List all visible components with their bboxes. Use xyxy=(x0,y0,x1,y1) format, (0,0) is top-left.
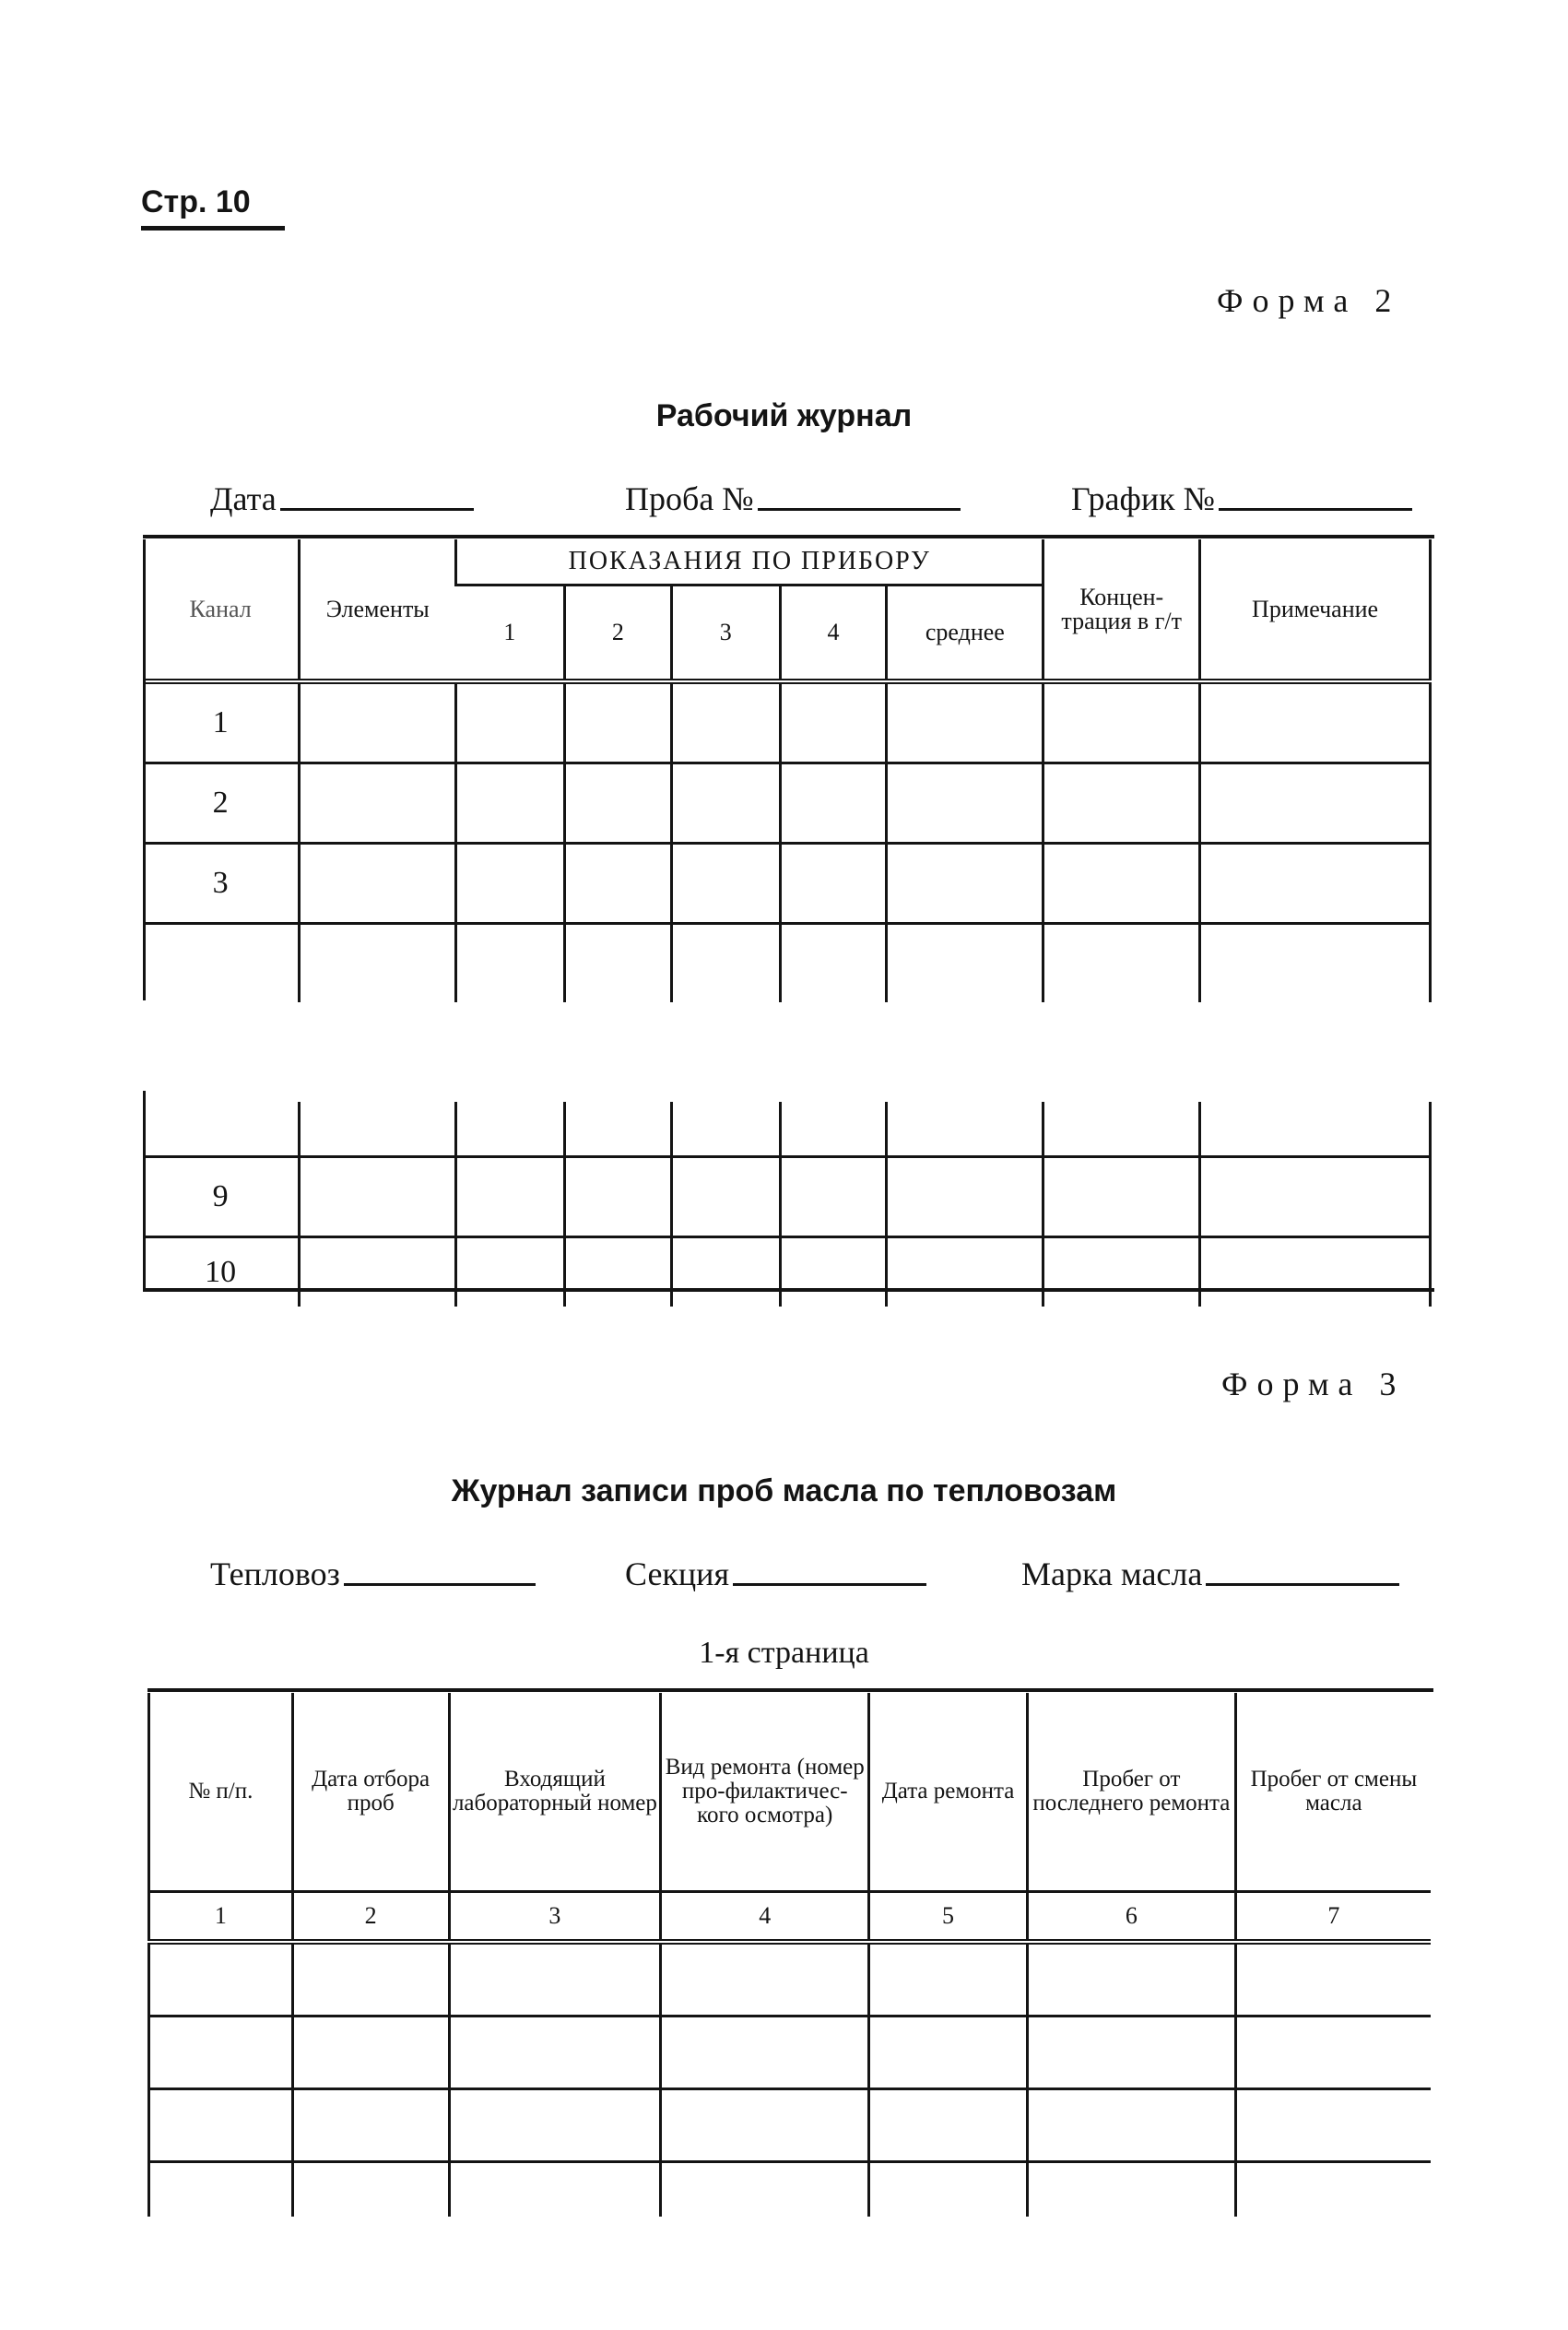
page-number: Стр. 10 xyxy=(141,184,285,231)
row-channel: 9 xyxy=(143,1157,300,1237)
col-lab-number-header: Входящий лабораторный номер xyxy=(449,1693,661,1892)
form3-loco-field[interactable] xyxy=(210,1555,536,1593)
col-mileage-repair-header: Пробег от последнего ремонта xyxy=(1027,1693,1235,1892)
table-row-open xyxy=(143,1102,1431,1157)
table-row-open xyxy=(149,2162,1432,2218)
form2-date-field[interactable] xyxy=(210,479,474,518)
loco-label: Тепловоз xyxy=(210,1555,340,1592)
form2-table xyxy=(143,539,1432,1307)
form2-table-bottom-rule xyxy=(143,1288,1434,1292)
table-gap xyxy=(143,1002,1431,1102)
form3-title: Журнал записи проб масла по тепловозам xyxy=(451,1473,1117,1508)
date-label: Дата xyxy=(210,480,277,517)
col-number-index: 3 xyxy=(449,1892,661,1943)
table-row xyxy=(149,2017,1432,2089)
table-row xyxy=(149,2089,1432,2162)
row-channel: 2 xyxy=(143,763,300,844)
col-note-header: Примечание xyxy=(1200,539,1431,681)
col-readings-group-header: ПОКАЗАНИЯ ПО ПРИБОРУ xyxy=(456,539,1043,585)
table-row xyxy=(143,1237,1431,1307)
form2-title: Рабочий журнал xyxy=(655,398,913,433)
col-elements-header: Элементы xyxy=(300,539,456,681)
col-reading-2-header: 2 xyxy=(565,585,672,682)
col-repair-type-header: Вид ремонта (номер про-филактичес-кого осмотра) xyxy=(661,1693,869,1892)
col-reading-3-header: 3 xyxy=(671,585,780,682)
col-number-index: 1 xyxy=(149,1892,293,1943)
col-sample-date-header: Дата отбора проб xyxy=(292,1693,449,1892)
form3-table xyxy=(147,1693,1431,2217)
form3-oil-field[interactable] xyxy=(1021,1555,1399,1593)
col-average-header: среднее xyxy=(887,585,1043,682)
form2-table-left-rule xyxy=(143,1091,146,1288)
form3-section-field[interactable] xyxy=(625,1555,926,1593)
form2-table-left-rule xyxy=(143,539,146,1000)
col-reading-1-header: 1 xyxy=(456,585,565,682)
col-number-index: 5 xyxy=(869,1892,1028,1943)
table-row xyxy=(143,681,1431,763)
table-row xyxy=(143,763,1431,844)
form2-label: Форма 2 xyxy=(1217,282,1401,319)
row-channel: 3 xyxy=(143,844,300,924)
col-reading-4-header: 4 xyxy=(780,585,887,682)
col-channel-header: Канал xyxy=(143,539,300,681)
table-row-open xyxy=(143,924,1431,1003)
table-row xyxy=(143,844,1431,924)
col-number-index: 6 xyxy=(1027,1892,1235,1943)
form2-schedule-field[interactable] xyxy=(1071,479,1412,518)
col-mileage-oil-header: Пробег от смены масла xyxy=(1235,1693,1431,1892)
sample-label: Проба № xyxy=(625,480,754,517)
table-row xyxy=(149,1942,1432,2017)
form2-table-top-rule xyxy=(143,535,1434,538)
form3-label: Форма 3 xyxy=(1221,1366,1406,1402)
col-number-index: 7 xyxy=(1235,1892,1431,1943)
row-channel: 10 xyxy=(205,1255,237,1289)
form3-subtitle: 1-я страница xyxy=(699,1636,869,1670)
form3-table-top-rule xyxy=(147,1688,1433,1692)
col-number-index: 4 xyxy=(661,1892,869,1943)
col-number-index: 2 xyxy=(292,1892,449,1943)
col-repair-date-header: Дата ремонта xyxy=(869,1693,1028,1892)
table-row xyxy=(143,1157,1431,1237)
section-label: Секция xyxy=(625,1555,730,1592)
oil-label: Марка масла xyxy=(1021,1555,1203,1592)
col-number-header: № п/п. xyxy=(149,1693,293,1892)
schedule-label: График № xyxy=(1071,480,1215,517)
form2-sample-field[interactable] xyxy=(625,479,961,518)
col-concentration-header: Концен-трация в г/т xyxy=(1043,539,1200,681)
row-channel: 1 xyxy=(143,681,300,763)
